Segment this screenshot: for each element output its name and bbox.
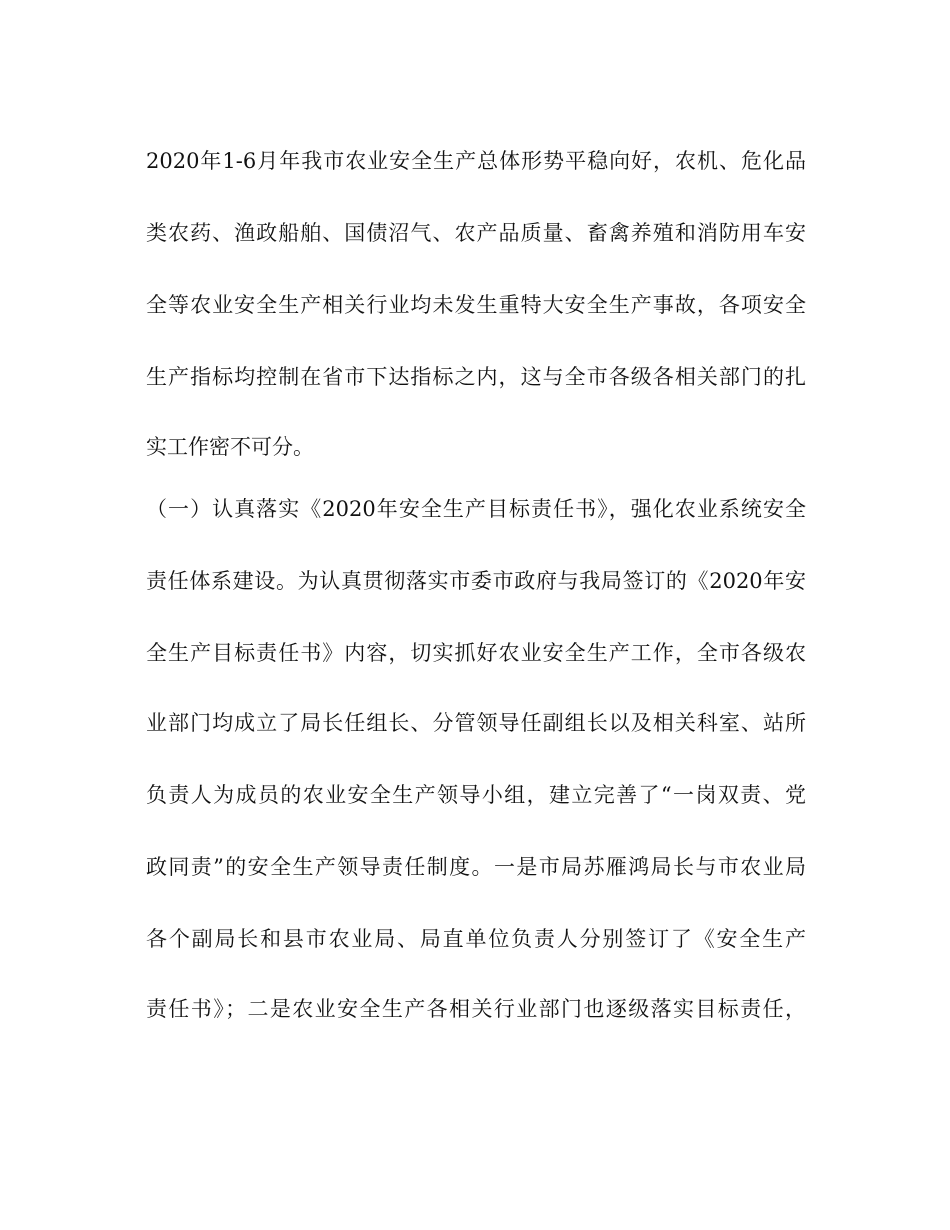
text-line: 生产指标均控制在省市下达指标之内，这与全市各级各相关部门的扎 [146,365,806,389]
text-line: 业部门均成立了局长任组长、分管领导任副组长以及相关科室、站所 [146,711,806,735]
text-line: 政同责”的安全生产领导责任制度。一是市局苏雁鸿局长与市农业局 [146,855,806,879]
text-line: 2020年1-6月年我市农业安全生产总体形势平稳向好，农机、危化品 [146,149,806,173]
text-line: 全等农业安全生产相关行业均未发生重特大安全生产事故，各项安全 [146,293,806,317]
text-line: 各个副局长和县市农业局、局直单位负责人分别签订了《安全生产 [146,927,806,951]
text-line: （一）认真落实《2020年安全生产目标责任书》，强化农业系统安全 [146,497,806,521]
text-line: 责任体系建设。为认真贯彻落实市委市政府与我局签订的《2020年安 [146,569,806,593]
text-line: 负责人为成员的农业安全生产领导小组，建立完善了“一岗双责、党 [146,783,806,807]
text-line: 实工作密不可分。 [146,435,314,459]
text-line: 全生产目标责任书》内容，切实抓好农业安全生产工作，全市各级农 [146,641,806,665]
text-line: 类农药、渔政船舶、国债沼气、农产品质量、畜禽养殖和消防用车安 [146,221,806,245]
text-line: 责任书》；二是农业安全生产各相关行业部门也逐级落实目标责任， [146,997,806,1021]
